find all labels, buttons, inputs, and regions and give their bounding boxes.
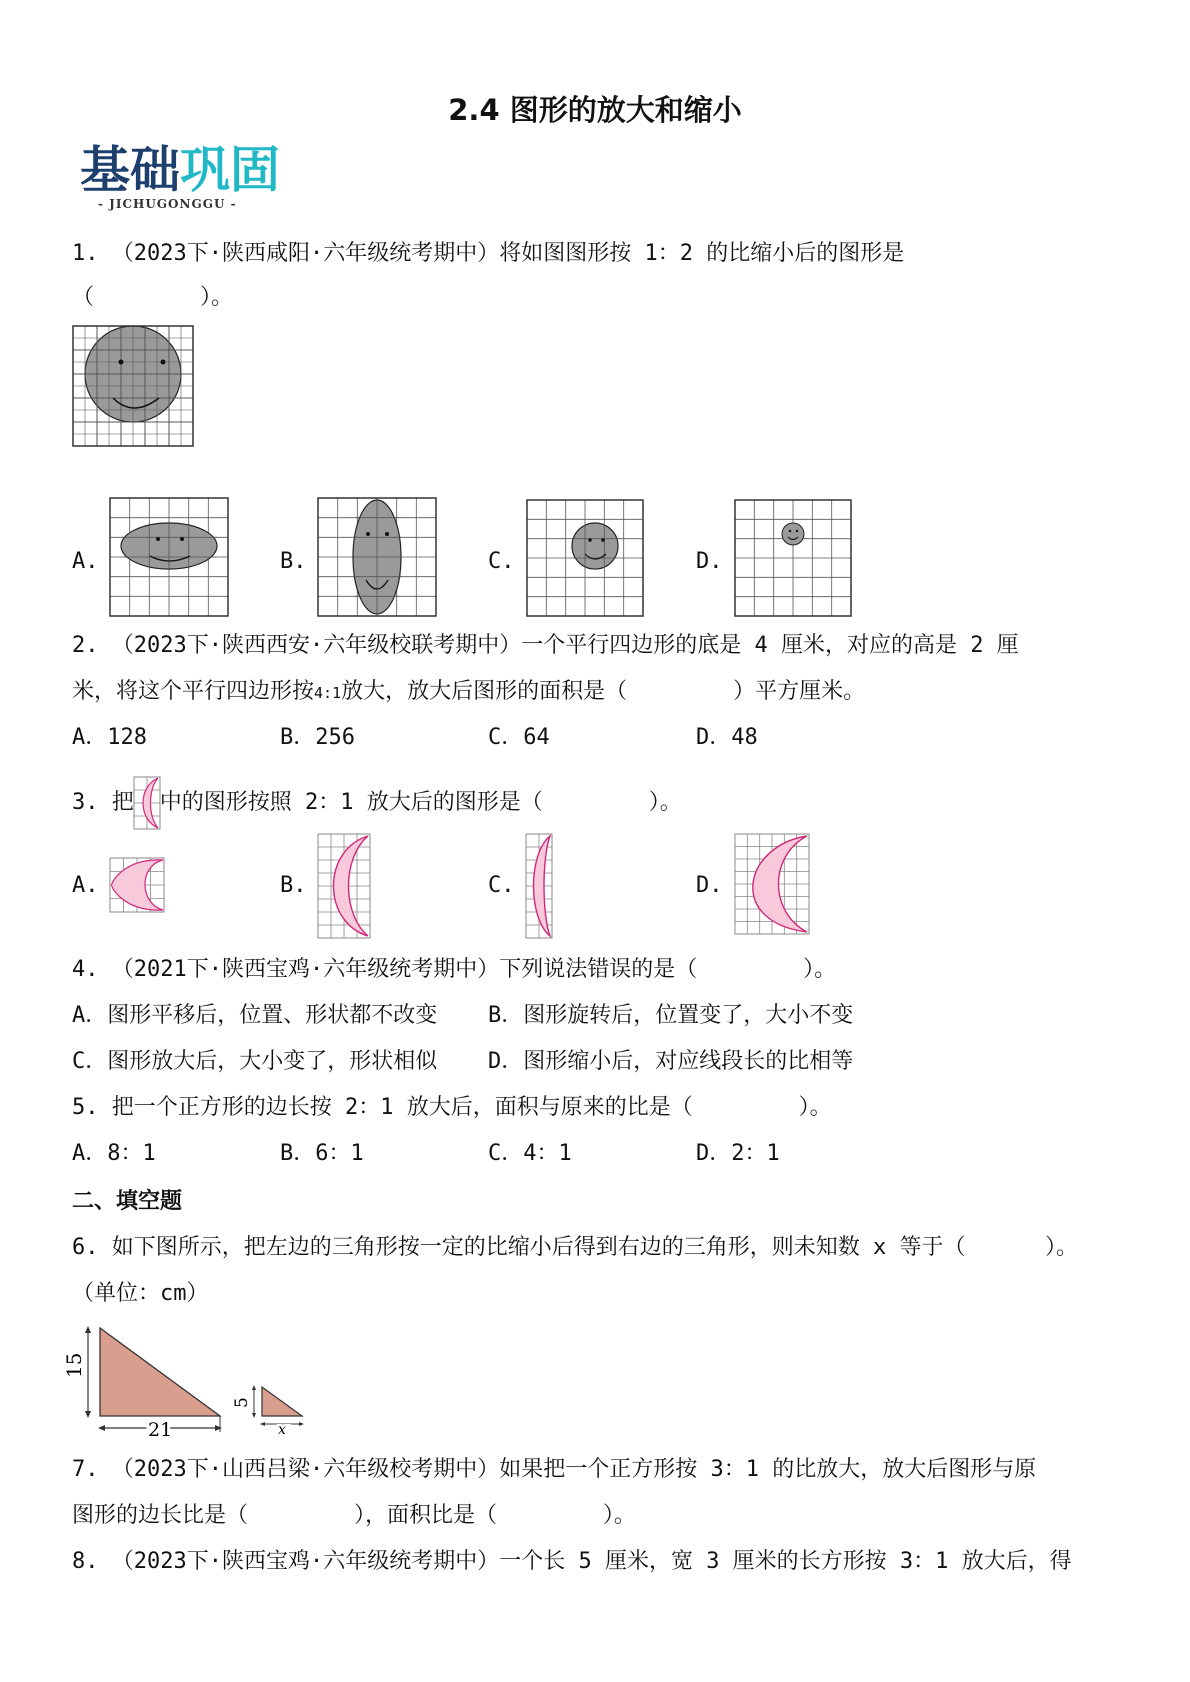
q5-option-b: B．6：1 — [280, 1141, 364, 1166]
q4-option-b: B．图形旋转后，位置变了，大小不变 — [488, 1003, 854, 1028]
q2-text-line1: 2. （2023下·陕西西安·六年级校联考期中）一个平行四边形的底是 4 厘米，对应的高是 2 厘 — [72, 633, 1019, 658]
q1-blank: （ ）。 — [72, 285, 233, 310]
q1-option-c-figure — [527, 500, 643, 616]
q7-text-line2: 图形的边长比是（ ），面积比是（ ）。 — [72, 1503, 636, 1528]
section-badge-basic — [80, 142, 280, 198]
badge-text-b: 巩固 — [180, 141, 280, 199]
q7-text-line1: 7. （2023下·山西吕梁·六年级校考期中）如果把一个正方形按 3：1 的比放大，放大后图形与原 — [72, 1457, 1037, 1482]
q6-small-height-label: 5 — [232, 1397, 252, 1408]
q2-option-c: C．64 — [488, 725, 550, 750]
q6-triangles-figure — [62, 1320, 316, 1441]
q3-original-moon — [134, 777, 160, 829]
q5-option-d: D．2：1 — [696, 1141, 780, 1166]
q2-option-d: D．48 — [696, 725, 758, 750]
q6-text: 6. 如下图所示，把左边的三角形按一定的比缩小后得到右边的三角形，则未知数 x 等于（ ）。 — [72, 1235, 1078, 1260]
q3-option-c-label: C. — [488, 873, 515, 898]
q5-option-c: C．4：1 — [488, 1141, 572, 1166]
q3-option-d-figure — [735, 834, 809, 934]
q1-option-d-figure — [735, 500, 851, 616]
section-fill-blank-heading: 二、填空题 — [72, 1189, 183, 1214]
q5-option-a: A．8：1 — [72, 1141, 156, 1166]
page-title: 2.4 图形的放大和缩小 — [448, 93, 742, 127]
badge-subtitle: - JICHUGONGGU - — [98, 197, 237, 211]
q3-option-b-label: B. — [280, 873, 307, 898]
q3-option-b-figure — [318, 834, 370, 938]
q3-option-a-label: A. — [72, 873, 99, 898]
q3-text — [72, 777, 682, 829]
q2-text-pre: 米，将这个平行四边形按 — [72, 679, 315, 704]
q4-option-c: C．图形放大后，大小变了，形状相似 — [72, 1049, 438, 1074]
q1-original-figure — [73, 326, 193, 446]
q3-text-pre: 3. 把 — [72, 790, 134, 815]
q2-option-a: A．128 — [72, 725, 147, 750]
q1-option-b-label: B. — [280, 549, 307, 574]
q4-option-d: D．图形缩小后，对应线段长的比相等 — [488, 1049, 854, 1074]
q1-option-c-label: C. — [488, 549, 515, 574]
q6-big-height-label: 15 — [62, 1352, 86, 1378]
q1-option-d-label: D. — [696, 549, 723, 574]
q3-option-c-figure — [526, 834, 552, 938]
q4-text: 4. （2021下·陕西宝鸡·六年级统考期中）下列说法错误的是（ ）。 — [72, 957, 837, 982]
q6-small-base-label: x — [278, 1422, 286, 1438]
q6-unit: （单位：cm） — [72, 1281, 209, 1306]
q1-option-a-label: A. — [72, 549, 99, 574]
q1-option-a-figure — [110, 498, 228, 616]
q2-ratio: 4:1 — [314, 684, 342, 702]
q2-text-line2 — [72, 678, 865, 707]
q8-text-line1: 8. （2023下·陕西宝鸡·六年级统考期中）一个长 5 厘米，宽 3 厘米的长方形按 3：1 放大后，得 — [72, 1549, 1072, 1574]
q2-option-b: B．256 — [280, 725, 355, 750]
q6-big-base-label: 21 — [148, 1419, 173, 1441]
badge-text-a: 基础 — [80, 141, 180, 199]
q4-option-a: A．图形平移后，位置、形状都不改变 — [72, 1003, 438, 1028]
q3-option-d-label: D. — [696, 873, 723, 898]
q1-text: 1. （2023下·陕西咸阳·六年级统考期中）将如图图形按 1：2 的比缩小后的图形是 — [72, 241, 905, 266]
q2-text-post: 放大，放大后图形的面积是（ ）平方厘米。 — [341, 679, 866, 704]
q5-text: 5. 把一个正方形的边长按 2：1 放大后，面积与原来的比是（ ）。 — [72, 1095, 832, 1120]
q1-option-b-figure — [318, 498, 436, 616]
q3-option-a-figure — [110, 858, 164, 912]
q3-text-post: 中的图形按照 2：1 放大后的图形是（ ）。 — [159, 790, 682, 815]
